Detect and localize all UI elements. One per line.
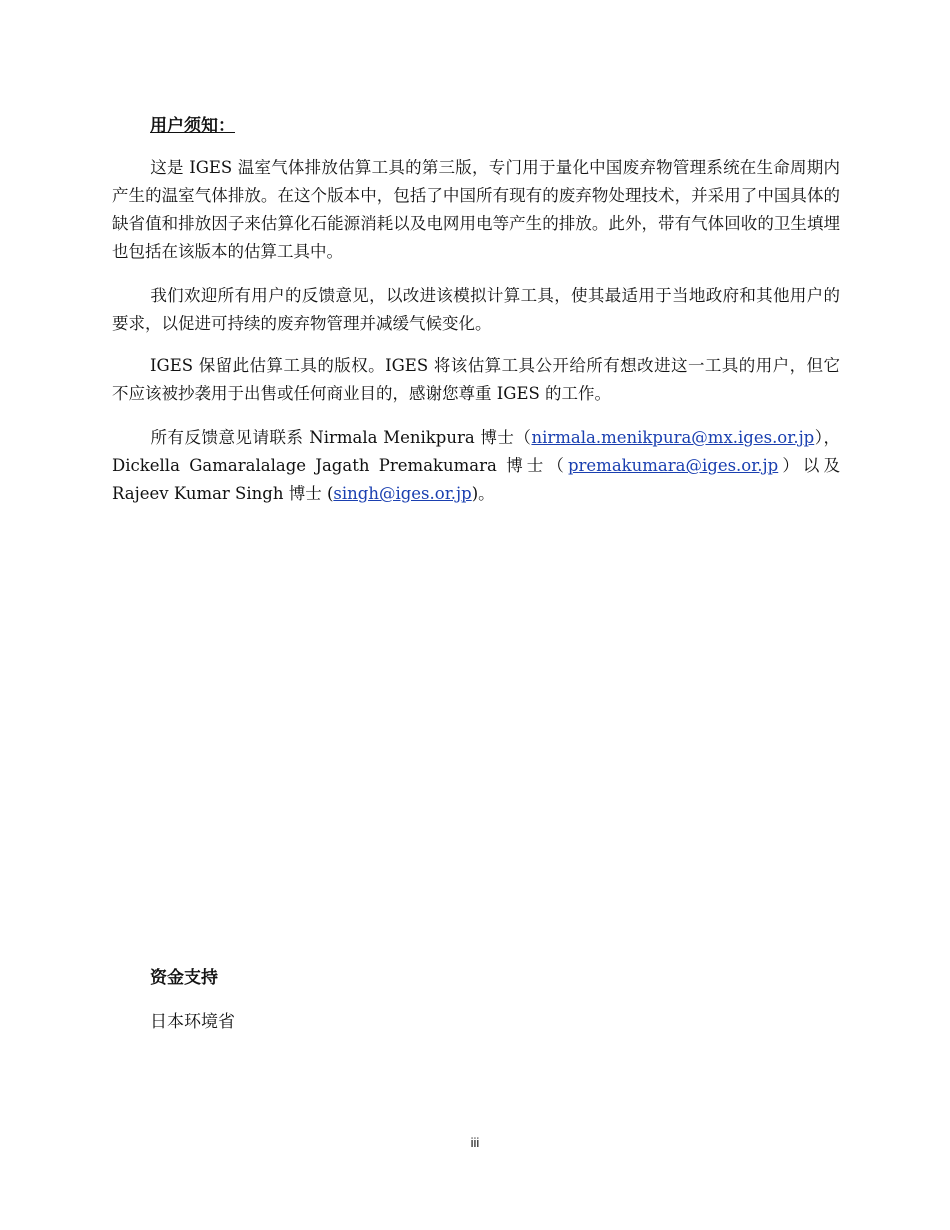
contact-text-3: ）以及 Rajeev Kumar Singh 博士 (	[112, 456, 840, 503]
notice-paragraph-4	[112, 424, 840, 508]
notice-paragraph-1	[112, 154, 840, 266]
contact-text-4: )。	[471, 484, 495, 503]
email-link-singh[interactable]: singh@iges.or.jp	[333, 484, 472, 503]
notice-paragraph-3	[112, 352, 840, 408]
funding-heading: 资金支持	[150, 968, 218, 988]
notice-paragraph-3-text: IGES 保留此估算工具的版权。IGES 将该估算工具公开给所有想改进这一工具的用户，但它不应该被抄袭用于出售或任何商业目的，感谢您尊重 IGES 的工作。	[112, 356, 840, 403]
page-number: iii	[470, 1135, 480, 1150]
email-link-premakumara[interactable]: premakumara@iges.or.jp	[567, 456, 779, 475]
notice-paragraph-2	[112, 282, 840, 338]
contact-text-1: 所有反馈意见请联系 Nirmala Menikpura 博士（	[150, 428, 532, 447]
funding-source: 日本环境省	[150, 1012, 235, 1032]
notice-paragraph-2-text: 我们欢迎所有用户的反馈意见，以改进该模拟计算工具，使其最适用于当地政府和其他用户的要求，以促进可持续的废弃物管理并减缓气候变化。	[112, 286, 840, 333]
contact-text-2: ），Dickella Gamaralalage Jagath Premakumara 博士（	[112, 428, 841, 475]
notice-paragraph-1-text: 这是 IGES 温室气体排放估算工具的第三版，专门用于量化中国废弃物管理系统在生命周期内产生的温室气体排放。在这个版本中，包括了中国所有现有的废弃物处理技术，并采用了中国具体的缺省值和排放因子来估算化石能源消耗以及电网用电等产生的排放。此外，带有气体回收的卫生填埋也包括在该版本的估算工具中。	[112, 158, 840, 261]
email-link-menikpura[interactable]: nirmala.menikpura@mx.iges.or.jp	[531, 428, 815, 447]
notice-heading: 用户须知：	[150, 116, 235, 136]
